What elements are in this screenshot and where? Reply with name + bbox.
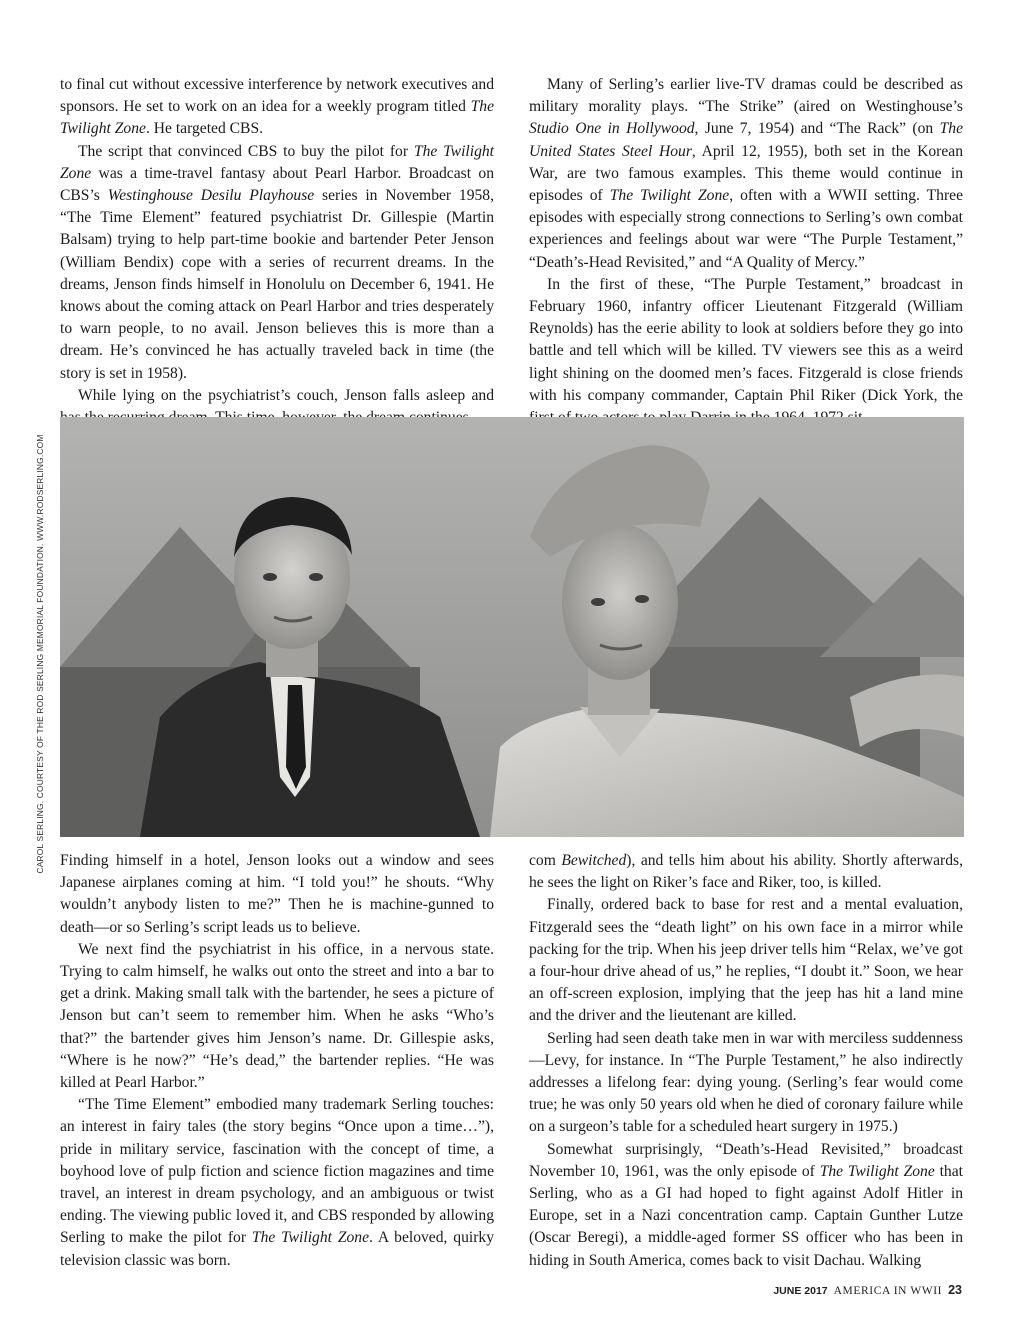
- paragraph: We next find the psychiatrist in his office, in a nervous state. Trying to calm himself, he walks out onto the street and into a bar to get a drink. Making small talk with the bartender, he sees a picture of Jenson but can’t seem to remember him. When he asks “Who’s that?” the bartender gives him Jenson’s name. Dr. Gillespie asks, “Where is he now?” “He’s dead,” the bartender replies. “He was killed at Pearl Harbor.”: [60, 940, 494, 1092]
- paragraph: Finally, ordered back to base for rest and a mental evaluation, Fitzgerald sees the “death light” on his own face in a mirror while packing for the trip. When his jeep driver tells him “Relax, we’ve got a four-hour drive ahead of us,” he replies, “I doubt it.” Soon, we hear an off-screen explosion, implying that the jeep has hit a land mine and the driver and the lieutenant are killed.: [529, 896, 963, 1025]
- paragraph: to final cut without excessive interference by network executives and sponsors. He set to work on an idea for a weekly program titled The Twilight Zone. He targeted CBS.: [60, 76, 494, 138]
- magazine-name: AMERICA IN WWII: [833, 1285, 943, 1297]
- paragraph: In the first of these, “The Purple Testament,” broadcast in February 1960, infantry officer Lieutenant Fitzgerald (William Reynolds) has the eerie ability to look at soldiers before they go into battle and tell which will be killed. TV viewers see this as a weird light shining on the doomed men’s faces. Fitzgerald is close friends with his company commander, Captain Phil Riker (Dick York, the: [529, 275, 963, 404]
- paragraph: Finding himself in a hotel, Jenson looks out a window and sees Japanese airplanes coming at him. “I told you!” he shouts. “Why wouldn’t anybody listen to me?” Then he is machine-gunned to death—or so Serling’s script leads us to believe.: [60, 852, 494, 936]
- article-photo: [60, 417, 964, 837]
- paragraph: com Bewitched), and tells him about his ability. Shortly afterwards, he sees the light on Riker’s face and Riker, too, is killed.: [529, 852, 963, 892]
- article-column-top-left: [60, 74, 494, 429]
- page-number: 23: [948, 1283, 962, 1297]
- page-footer: [773, 1283, 962, 1297]
- paragraph: Many of Serling’s earlier live-TV dramas could be described as military morality plays. “The Strike” (aired on Westinghouse’s Studio One in Hollywood, June 7, 1954) and “The Rack” (on The United States Steel Hour, April 12, 1955), both set in the Korean War, are two famous examples. This theme would continue in episodes of The Twilight Zone, often with a WWII setting. Three episodes with especially strong connections to Serling’s own combat experiences and feelings about war were “The Purple Testament,” “Death’s-Head Revisited,” and “A Quality of Mercy.”: [529, 76, 963, 271]
- photo-illustration: [60, 417, 964, 837]
- article-column-top-right: [529, 74, 963, 429]
- paragraph: The script that convinced CBS to buy the pilot for The Twilight Zone was a time-travel fantasy about Pearl Harbor. Broadcast on CBS’s Westinghouse Desilu Playhouse series in November 1958, “The Time Element” featured psychiatrist Dr. Gillespie (Martin Balsam) trying to help part-time bookie and bartender Peter Jenson (William Bendix) cope with a series of recurrent dreams. In the dreams, Jenson finds himself in Honolulu on December 6, 1941. He knows about the coming attack on Pearl Harbor and tries desperately to warn people, to no avail. Jenson believes this is more than a dream. He’s convinced he has actually traveled back in time (the story is set in 1958).: [60, 142, 495, 382]
- paragraph: While lying on the psychiatrist’s couch, Jenson falls asleep and: [78, 386, 494, 404]
- paragraph: “The Time Element” embodied many trademark Serling touches: an interest in fairy tales (the story begins “Once upon a time…”), pride in military service, fascination with the concept of time, a boyhood love of pulp fiction and science fiction magazines and time travel, an interest in dream psychology, and an ambiguous or twist ending. The viewing public loved it, and CBS responded by allowing Serling to make the pilot for The Twilight Zone. A beloved, quirky television classic was born.: [60, 1096, 494, 1269]
- paragraph: Serling had seen death take men in war with merciless suddenness—Levy, for instance. In “The Purple Testament,” he also indirectly addresses a lifelong fear: dying young. (Serling’s fear would come true; he was only 50 years old when he died of coronary failure while on a surgeon’s table for a scheduled heart surgery in 1975.): [529, 1029, 963, 1136]
- paragraph: Somewhat surprisingly, “Death’s-Head Revisited,” broadcast November 10, 1961, was the only episode of The Twilight Zone that Serling, who as a GI had hoped to fight against Adolf Hitler in Europe, set in a Nazi concentration camp. Captain Gunther Lutze (Oscar Beregi), a middle-aged former SS officer who has been in hiding in South America, comes back to visit Dachau. Walking: [529, 1140, 963, 1269]
- issue-date: JUNE 2017: [773, 1285, 828, 1297]
- article-column-bottom-right: [529, 850, 963, 1272]
- article-column-bottom-left: [60, 850, 494, 1272]
- photo-credit: CAROL SERLING. COURTESY OF THE ROD SERLING MEMORIAL FOUNDATION. WWW.RODSERLING.COM: [35, 434, 45, 874]
